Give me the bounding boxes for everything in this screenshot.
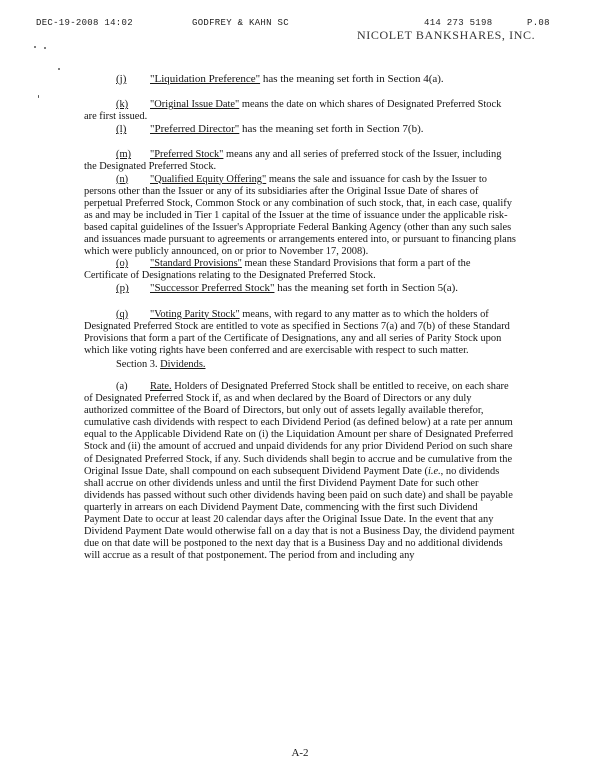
company-name: NICOLET BANKSHARES, INC. [357,28,536,42]
scan-speck [38,95,39,98]
section-heading: Section 3. Dividends. [116,358,206,370]
definition-q: (q) "Voting Parity Stock" means, with regard to any matter as to which the holders of Designated Preferred Stock are entitled to vote as specified in Sections 7(a) and 7(b) of these Standard Provisions that form a part of the Certificate of Designations, any and all series of Parity Stock upon which like voting rights have been conferred and are exercisable with respect to such matter. [84,308,510,356]
definition-l: (l) "Preferred Director" has the meaning set forth in Section 7(b). [116,123,424,136]
document-body [84,73,516,562]
fax-sender: GODFREY & KAHN SC [192,18,289,28]
definition-p: (p) "Successor Preferred Stock" has the meaning set forth in Section 5(a). [116,282,459,295]
page-number: A-2 [291,747,309,759]
definition-k: (k) "Original Issue Date" means the date on which shares of Designated Preferred Stock are first issued. [84,99,502,123]
rate-paragraph: (a) Rate. Holders of Designated Preferred Stock shall be entitled to receive, on each share of Designated Preferred Stock if, as and when declared by the Board of Directors or any duly authorized committee of the Board of Directors, but only out of assets legally available therefor, cumulative cash dividends with respect to each Dividend Period (as defined below) at a rate per annum equal to the Applicable Dividend Rate on (i) the Liquidation Amount per share of Designated Preferred Stock and (ii) the amount of accrued and unpaid dividends for any prior Dividend Period on such share of Designated Preferred Stock, if any. Such dividends shall begin to accrue and be cumulative from the Original Issue Date, shall compound on each subsequent Dividend Payment Date (i.e., no dividends shall accrue on other dividends unless and until the first Dividend Payment Date for such other dividends has passed without such other dividends having been paid on such date) and shall be payable quarterly in arrears on each Dividend Payment Date, commencing with the first such Dividend Payment Date to occur at least 20 calendar days after the Original Issue Date. In the event that any Dividend Payment Date would otherwise fall on a day that is not a Business Day, the dividend payment due on that date will be postponed to the next day that is a Business Day and no additional dividends will accrue as a result of that postponement. The period from and including any [84,380,515,562]
fax-page: P.08 [527,18,550,28]
scan-speck [44,47,46,49]
definition-o: (o) "Standard Provisions" mean these Standard Provisions that form a part of the Certificate of Designations relating to the Designated Preferred Stock. [84,258,471,282]
definition-n: (n) "Qualified Equity Offering" means the sale and issuance for cash by the Issuer to persons other than the Issuer or any of its subsidiaries after the Original Issue Date of shares of perpetual Preferred Stock, Common Stock or any combination of such stock, that, in each case, qualify as and may be included in Tier 1 capital of the Issuer at the time of issuance under the applicable risk-based capital guidelines of the Issuer's Appropriate Federal Banking Agency (other than any such sales and issuances made pursuant to agreements or arrangements entered into, or pursuant to financing plans which were publicly announced, on or prior to November 17, 2008). [84,173,516,258]
fax-date: DEC-19-2008 14:02 [36,18,133,28]
fax-phone: 414 273 5198 [424,18,493,28]
definition-j: (j) "Liquidation Preference" has the meaning set forth in Section 4(a). [116,73,444,85]
scan-speck [58,68,60,70]
definition-m: (m) "Preferred Stock" means any and all series of preferred stock of the Issuer, including the Designated Preferred Stock. [84,149,502,173]
scan-speck [34,46,36,48]
